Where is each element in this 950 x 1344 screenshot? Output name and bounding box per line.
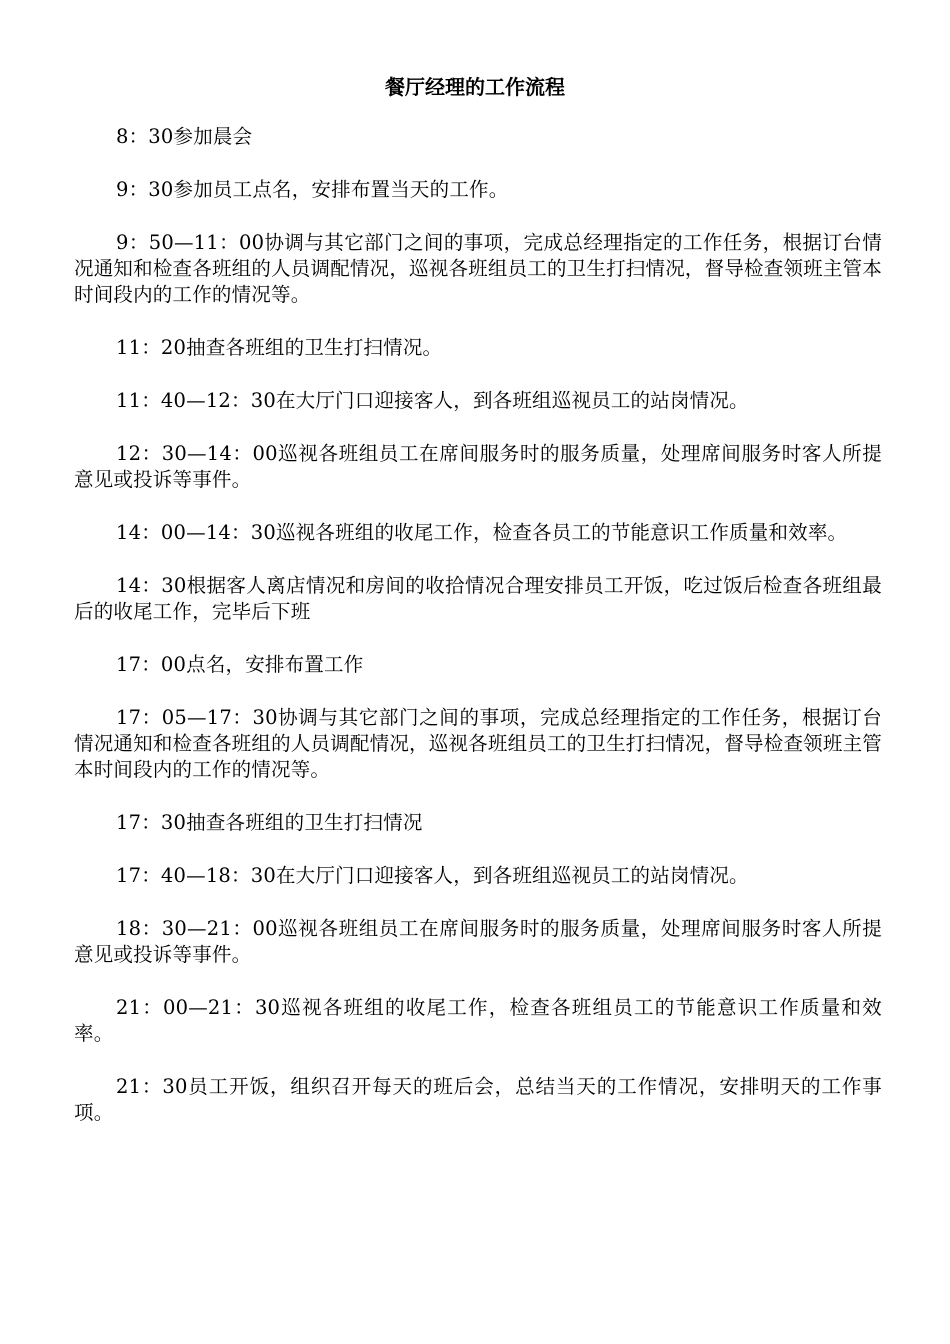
paragraph-6: 12：30—14：00巡视各班组员工在席间服务时的服务质量，处理席间服务时客人所提意见或投诉等事件。 — [74, 442, 882, 491]
paragraph-5: 11：40—12：30在大厅门口迎接客人，到各班组巡视员工的站岗情况。 — [116, 389, 749, 412]
paragraph-4: 11：20抽查各班组的卫生打扫情况。 — [116, 336, 443, 359]
paragraph-1: 8：30参加晨会 — [116, 125, 253, 148]
paragraph-7: 14：00—14：30巡视各班组的收尾工作，检查各员工的节能意识工作质量和效率。 — [116, 521, 848, 544]
paragraph-15: 21：30员工开饭，组织召开每天的班后会，总结当天的工作情况，安排明天的工作事项。 — [74, 1075, 882, 1124]
paragraph-12: 17：40—18：30在大厅门口迎接客人，到各班组巡视员工的站岗情况。 — [116, 864, 749, 887]
paragraph-13: 18：30—21：00巡视各班组员工在席间服务时的服务质量，处理席间服务时客人所提意见或投诉等事件。 — [74, 917, 882, 966]
paragraph-3: 9：50—11：00协调与其它部门之间的事项，完成总经理指定的工作任务，根据订台情况通知和检查各班组的人员调配情况，巡视各班组员工的卫生打扫情况，督导检查领班主管本时间段内的工作的情况等。 — [74, 231, 882, 306]
document-body — [74, 124, 882, 1153]
paragraph-9: 17：00点名，安排布置工作 — [116, 653, 364, 676]
paragraph-14: 21：00—21：30巡视各班组的收尾工作，检查各班组员工的节能意识工作质量和效率。 — [74, 996, 882, 1045]
paragraph-8: 14：30根据客人离店情况和房间的收拾情况合理安排员工开饭，吃过饭后检查各班组最后的收尾工作，完毕后下班 — [74, 574, 882, 623]
document-title: 餐厅经理的工作流程 — [385, 75, 565, 99]
paragraph-11: 17：30抽查各班组的卫生打扫情况 — [116, 811, 423, 834]
paragraph-10: 17：05—17：30协调与其它部门之间的事项，完成总经理指定的工作任务，根据订台情况通知和检查各班组的人员调配情况，巡视各班组员工的卫生打扫情况，督导检查领班主管本时间段内的工作的情况等。 — [74, 706, 882, 781]
paragraph-2: 9：30参加员工点名，安排布置当天的工作。 — [116, 178, 509, 201]
